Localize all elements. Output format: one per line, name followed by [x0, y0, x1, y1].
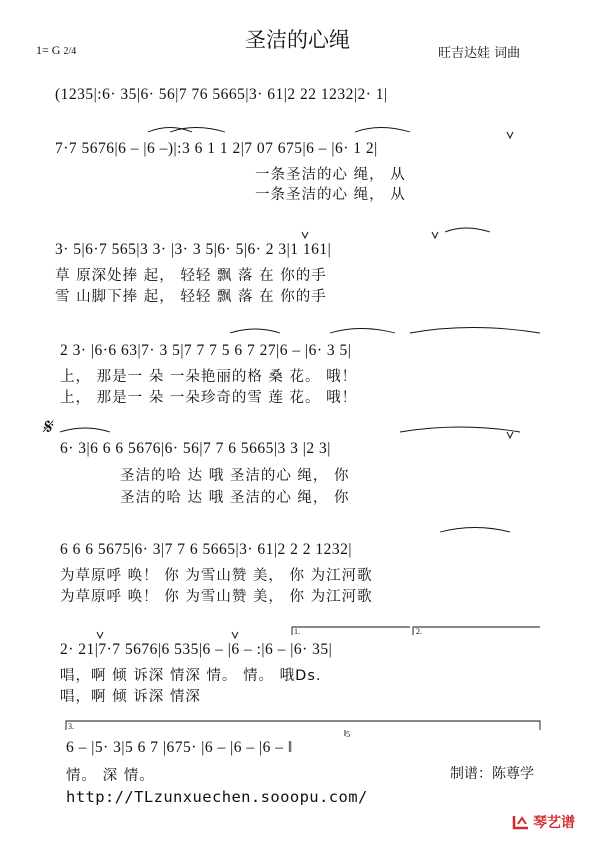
key-signature: 1= G: [36, 43, 61, 57]
lyric-line-7a: 唱，啊 倾 诉深 情深 情。 情。 哦Ds.: [60, 668, 322, 684]
lyric-line-8: 情。 深 情。: [66, 768, 155, 784]
lyric-line-6a: 为草原呼 唤！ 你 为雪山赞 美， 你 为江河歌: [60, 568, 373, 584]
lyric-line-6b: 为草原呼 唤！ 你 为雪山赞 美， 你 为江河歌: [60, 589, 373, 605]
lyric-line-5b: 圣洁的哈 达 哦 圣洁的心 绳， 你: [120, 490, 350, 506]
lyric-line-2a: 一条圣洁的心 绳， 从: [255, 167, 406, 183]
notation-line-3: 3· 5|6·7 565|3 3· |3· 3 5|6· 5|6· 2 3|1 161|: [55, 241, 332, 258]
volta-label-5: 5: [346, 730, 350, 739]
song-title: 圣洁的心绳: [245, 28, 350, 52]
logo-mark-icon: [512, 814, 530, 830]
lyric-line-4a: 上， 那是一 朵 一朵艳丽的格 桑 花。 哦！: [60, 369, 358, 385]
notation-line-5: 6· 3|6 6 6 5676|6· 56|7 7 6 5665|3 3 |2 3|: [60, 440, 331, 457]
time-signature: 2/4: [63, 46, 77, 57]
key-time-signature: [36, 43, 76, 58]
notation-line-2: 7·7 5676|6 – |6 –)|:3 6 1 1 2|7 07 675|6 – |6· 1 2|: [55, 140, 378, 157]
segno-sign: 𝄋: [42, 415, 52, 440]
notation-line-6: 6 6 6 5675|6· 3|7 7 6 5665|3· 61|2 2 2 1232|: [60, 541, 352, 558]
site-logo: [512, 812, 575, 832]
notation-line-8: 6 – |5· 3|5 6 7 |675· |6 – |6 – |6 – ‖: [66, 739, 293, 756]
lyric-line-2b: 一条圣洁的心 绳， 从: [255, 187, 406, 203]
lyric-line-5a: 圣洁的哈 达 哦 圣洁的心 绳， 你: [120, 468, 350, 484]
notation-line-1: (1235|:6· 35|6· 56|7 76 5665|3· 61|2 22 1232|2· 1|: [55, 86, 388, 103]
transcriber-credit: 制谱：陈尊学: [450, 766, 534, 782]
source-url-link[interactable]: http://TLzunxuechen.sooopu.com/: [66, 788, 368, 806]
lyric-line-3a: 草 原深处捧 起， 轻轻 飘 落 在 你的手: [55, 268, 327, 284]
lyric-line-7b: 唱，啊 倾 诉深 情深: [60, 689, 201, 705]
lyric-line-3b: 雪 山脚下捧 起， 轻轻 飘 落 在 你的手: [55, 289, 327, 305]
lyric-line-4b: 上， 那是一 朵 一朵珍奇的雪 莲 花。 哦！: [60, 390, 358, 406]
notation-line-7: 2· 21|7·7 5676|6 535|6 – |6 – :|6 – |6· 35|: [60, 641, 333, 658]
credit-line: 旺吉达娃 词曲: [438, 46, 521, 61]
volta-label-3: 3.: [68, 722, 74, 731]
logo-text: 琴艺谱: [533, 815, 575, 831]
volta-label-1: 1.: [294, 627, 300, 636]
volta-label-2: 2.: [416, 627, 422, 636]
notation-line-4: 2 3· |6·6 63|7· 3 5|7 7 7 5 6 7 27|6 – |6· 3 5|: [60, 342, 352, 359]
